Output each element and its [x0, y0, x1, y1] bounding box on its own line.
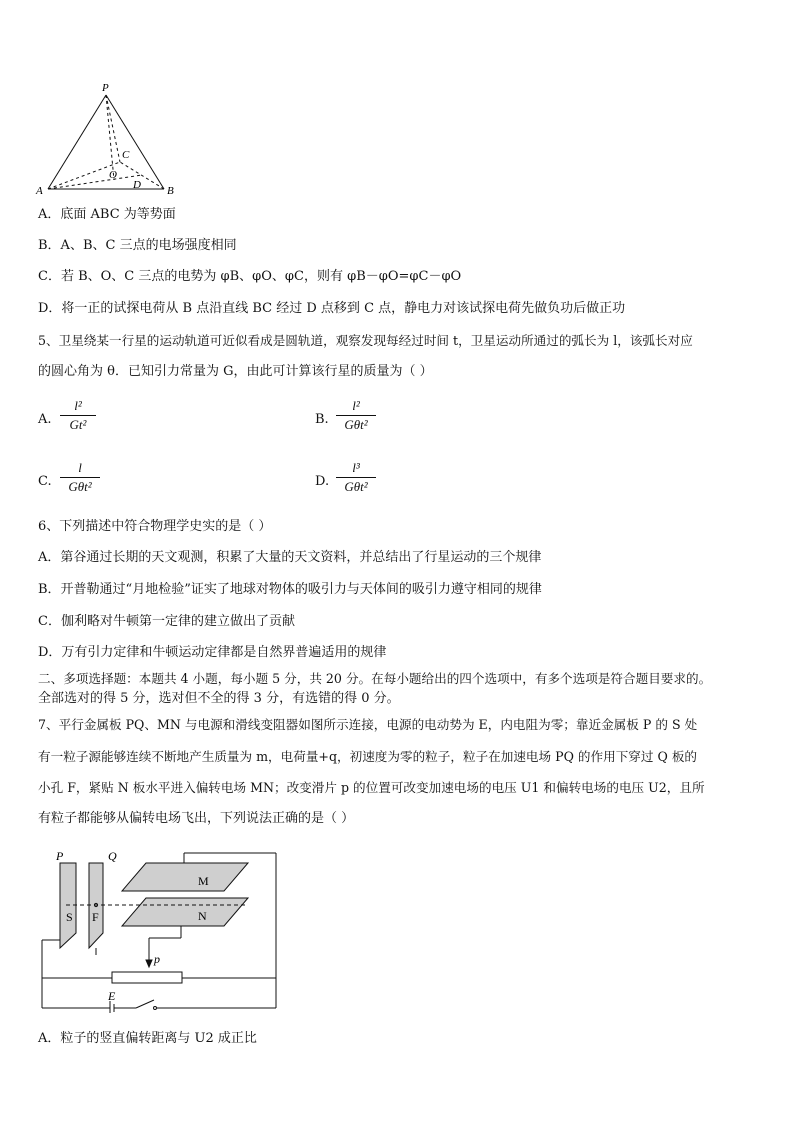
label-E: E — [108, 989, 116, 1003]
q5-option-b-label: B. — [315, 412, 329, 427]
q6-option-a: A．第谷通过长期的天文观测，积累了大量的天文资料，并总结出了行星运动的三个规律 — [38, 550, 542, 565]
q7-stem-line4: 有粒子都能够从偏转电场飞出，下列说法正确的是（ ） — [38, 811, 355, 826]
q5-option-b-fraction: l² Gθt² — [336, 398, 376, 433]
q6-option-c: C．伽利略对牛顿第一定律的建立做出了贡献 — [38, 614, 295, 629]
q7-stem-line3: 小孔 F，紧贴 N 板水平进入偏转电场 MN；改变滑片 p 的位置可改变加速电场的电压 U1 和偏转电场的电压 U2，且所 — [38, 780, 705, 795]
q5-option-d-label: D. — [315, 474, 330, 489]
q5-option-d-fraction: l³ Gθt² — [336, 460, 376, 495]
q5-option-c-label: C. — [38, 474, 52, 489]
q5-stem-line1: 5、卫星绕某一行星的运动轨道可近似看成是圆轨道，观察发现每经过时间 t，卫星运动所通过的弧长为 l，该弧长对应 — [38, 333, 693, 348]
label-B: B — [167, 185, 174, 197]
q4-option-a: A．底面 ABC 为等势面 — [38, 207, 176, 222]
q6-option-d: D．万有引力定律和牛顿运动定律都是自然界普遍适用的规律 — [38, 645, 387, 660]
label-O: O — [109, 169, 117, 181]
q4-option-d: D．将一正的试探电荷从 B 点沿直线 BC 经过 D 点移到 C 点，静电力对该试探电荷先做负功后做正功 — [38, 301, 626, 316]
label-P: P — [102, 82, 109, 94]
label-slider-p: p — [154, 952, 160, 966]
q7-stem-line2: 有一粒子源能够连续不断地产生质量为 m，电荷量+q，初速度为零的粒子，粒子在加速电场 PQ 的作用下穿过 Q 板的 — [38, 749, 698, 764]
q7-stem-line1: 7、平行金属板 PQ、MN 与电源和滑线变阻器如图所示连接，电源的电动势为 E，内电阻为零；靠近金属板 P 的 S 处 — [38, 717, 698, 732]
label-Q-plate: Q — [108, 849, 117, 863]
label-M-plate: M — [198, 874, 209, 888]
label-D: D — [133, 179, 141, 191]
q4-option-b: B．A、B、C 三点的电场强度相同 — [38, 238, 237, 253]
section2-line1: 二、多项选择题：本题共 4 小题，每小题 5 分，共 20 分。在每小题给出的四个选项中，有多个选项是符合题目要求的。 — [38, 671, 712, 686]
q5-option-c-fraction: l Gθt² — [60, 460, 100, 495]
label-F: F — [92, 910, 99, 924]
circuit-figure — [36, 848, 286, 1013]
q7-option-a: A．粒子的竖直偏转距离与 U2 成正比 — [38, 1031, 257, 1046]
q5-option-a-label: A. — [38, 412, 52, 427]
q5-option-a-fraction: l² Gt² — [60, 398, 96, 433]
label-N-plate: N — [198, 909, 207, 923]
q6-option-b: B．开普勒通过“月地检验”证实了地球对物体的吸引力与天体间的吸引力遵守相同的规律 — [38, 582, 542, 597]
label-A: A — [36, 185, 43, 197]
label-P-plate: P — [56, 849, 64, 863]
section2-line2: 全部选对的得 5 分，选对但不全的得 3 分，有选错的得 0 分。 — [38, 691, 400, 706]
tetrahedron-figure — [30, 78, 190, 200]
label-S: S — [66, 910, 73, 924]
q4-option-c: C．若 B、O、C 三点的电势为 φB、φO、φC，则有 φB－φO=φC－φO — [38, 269, 462, 284]
q6-stem: 6、下列描述中符合物理学史实的是（ ） — [38, 519, 272, 534]
q5-stem-line2: 的圆心角为 θ．已知引力常量为 G，由此可计算该行星的质量为（ ） — [38, 364, 433, 379]
label-C: C — [122, 149, 130, 161]
